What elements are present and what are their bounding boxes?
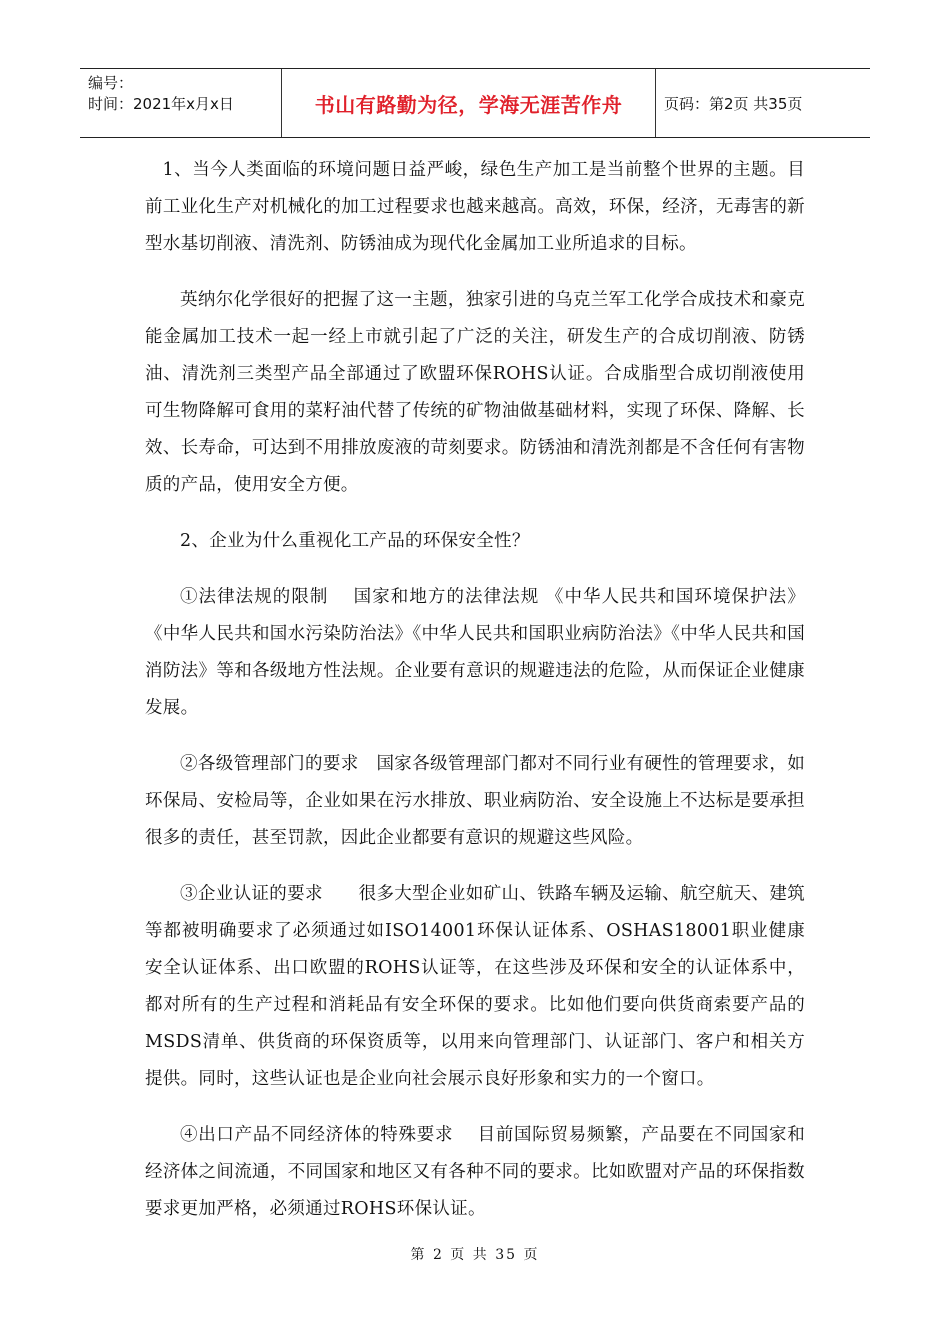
time-label: 时间：2021年x月x日 — [88, 95, 234, 113]
header-page-label: 页码：第2页 共35页 — [664, 94, 803, 113]
document-body — [145, 152, 805, 1247]
paragraph-5: ②各级管理部门的要求 国家各级管理部门都对不同行业有硬性的管理要求，如环保局、安检局等，企业如果在污水排放、职业病防治、安全设施上不达标是要承担很多的责任，甚至罚款，因此企业都要有意识的规避这些风险。 — [145, 754, 805, 848]
paragraph-3: 2、企业为什么重视化工产品的环保安全性？ — [180, 531, 530, 551]
paragraph-7: ④出口产品不同经济体的特殊要求 目前国际贸易频繁，产品要在不同国家和经济体之间流通，不同国家和地区又有各种不同的要求。比如欧盟对产品的环保指数要求更加严格，必须通过ROHS环保认证。 — [145, 1125, 805, 1219]
header-motto: 书山有路勤为径，学海无涯苦作舟 — [282, 69, 656, 137]
header-table — [80, 68, 870, 138]
paragraph-6: ③企业认证的要求 很多大型企业如矿山、铁路车辆及运输、航空航天、建筑等都被明确要求了必须通过如ISO14001环保认证体系、OSHAS18001职业健康安全认证体系、出口欧盟的ROHS认证等，在这些涉及环保和安全的认证体系中，都对所有的生产过程和消耗品有安全环保的要求。比如他们要向供货商索要产品的MSDS清单、供货商的环保资质等，以用来向管理部门、认证部门、客户和相关方提供。同时，这些认证也是企业向社会展示良好形象和实力的一个窗口。 — [145, 884, 805, 1089]
header-meta — [80, 69, 282, 137]
number-label: 编号： — [88, 74, 134, 92]
paragraph-1: 1、当今人类面临的环境问题日益严峻，绿色生产加工是当前整个世界的主题。目前工业化生产对机械化的加工过程要求也越来越高。高效，环保，经济，无毒害的新型水基切削液、清洗剂、防锈油成为现代化金属加工业所追求的目标。 — [145, 160, 805, 254]
page-footer: 第 2 页 共 35 页 — [410, 1247, 540, 1263]
paragraph-2: 英纳尔化学很好的把握了这一主题，独家引进的乌克兰军工化学合成技术和豪克能金属加工技术一起一经上市就引起了广泛的关注，研发生产的合成切削液、防锈油、清洗剂三类型产品全部通过了欧盟环保ROHS认证。合成脂型合成切削液使用可生物降解可食用的菜籽油代替了传统的矿物油做基础材料，实现了环保、降解、长效、长寿命，可达到不用排放废液的苛刻要求。防锈油和清洗剂都是不含任何有害物质的产品，使用安全方便。 — [145, 290, 805, 495]
paragraph-4: ①法律法规的限制 国家和地方的法律法规 《中华人民共和国环境保护法》《中华人民共和国水污染防治法》《中华人民共和国职业病防治法》《中华人民共和国消防法》等和各级地方性法规。企业要有意识的规避违法的危险，从而保证企业健康发展。 — [145, 587, 805, 718]
